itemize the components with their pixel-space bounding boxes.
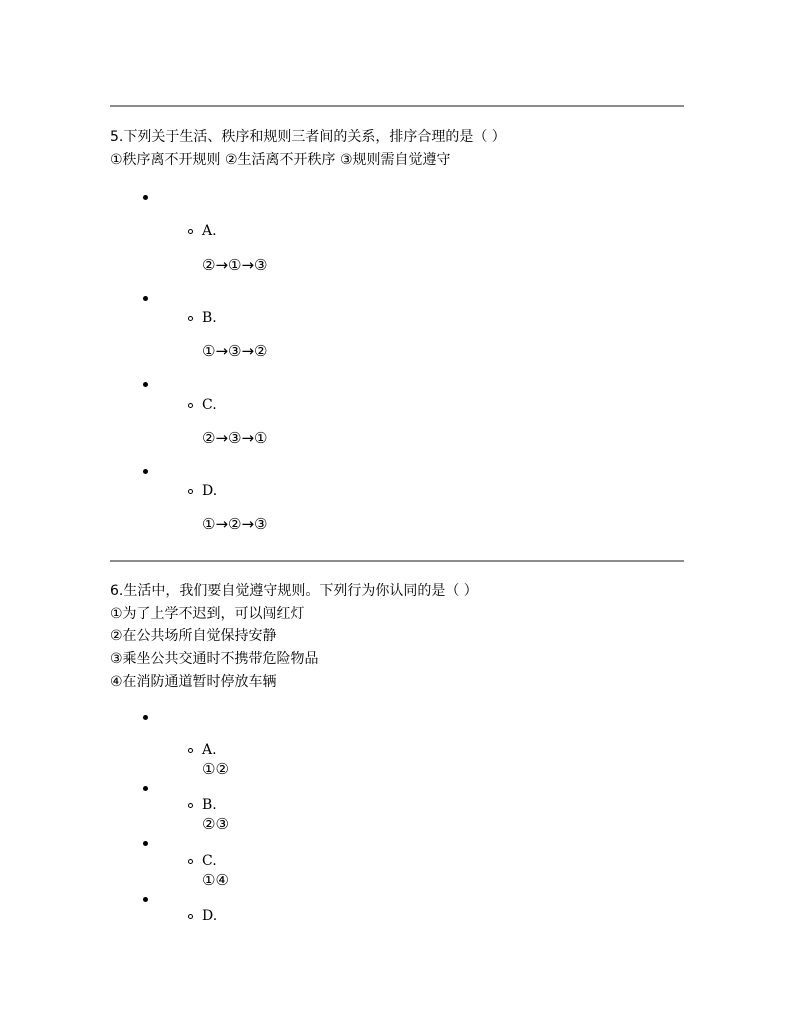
list-bullet [143, 715, 148, 720]
option-radio-circle[interactable] [188, 803, 193, 808]
option-radio-circle[interactable] [188, 748, 193, 753]
list-bullet [143, 841, 148, 846]
question-6-statement-1: ①为了上学不迟到，可以闯红灯 [110, 606, 305, 622]
question-6-statement-4: ④在消防通道暂时停放车辆 [110, 674, 277, 690]
list-bullet [143, 382, 148, 387]
option-radio-circle[interactable] [188, 403, 193, 408]
divider-middle [110, 560, 684, 562]
q6-option-b-text: ②③ [202, 815, 229, 833]
option-radio-circle[interactable] [188, 229, 193, 234]
q6-option-a-label[interactable]: A. [202, 742, 217, 758]
divider-top [110, 105, 684, 107]
q5-option-b-text: ①→③→② [202, 342, 268, 360]
question-5-statements: ①秩序离不开规则 ②生活离不开秩序 ③规则需自觉遵守 [110, 152, 451, 168]
q6-option-b-label[interactable]: B. [202, 797, 217, 813]
option-radio-circle[interactable] [188, 316, 193, 321]
option-radio-circle[interactable] [188, 859, 193, 864]
q5-option-c-text: ②→③→① [202, 429, 268, 447]
q6-option-d-label[interactable]: D. [202, 908, 218, 924]
q5-option-b-label[interactable]: B. [202, 310, 217, 326]
q6-option-c-label[interactable]: C. [202, 853, 217, 869]
list-bullet [143, 195, 148, 200]
option-radio-circle[interactable] [188, 914, 193, 919]
list-bullet [143, 786, 148, 791]
option-radio-circle[interactable] [188, 489, 193, 494]
q5-option-c-label[interactable]: C. [202, 397, 217, 413]
q5-option-a-label[interactable]: A. [202, 223, 217, 239]
list-bullet [143, 897, 148, 902]
list-bullet [143, 469, 148, 474]
q6-option-a-text: ①② [202, 760, 229, 778]
question-6-statement-3: ③乘坐公共交通时不携带危险物品 [110, 651, 319, 667]
question-6-statement-2: ②在公共场所自觉保持安静 [110, 628, 277, 644]
q6-option-c-text: ①④ [202, 871, 229, 889]
q5-option-a-text: ②→①→③ [202, 256, 268, 274]
q5-option-d-label[interactable]: D. [202, 483, 218, 499]
q5-option-d-text: ①→②→③ [202, 515, 268, 533]
question-5-text: 5.下列关于生活、秩序和规则三者间的关系，排序合理的是（ ） [110, 129, 506, 145]
question-6-text: 6.生活中，我们要自觉遵守规则。下列行为你认同的是（ ） [110, 583, 478, 599]
list-bullet [143, 296, 148, 301]
